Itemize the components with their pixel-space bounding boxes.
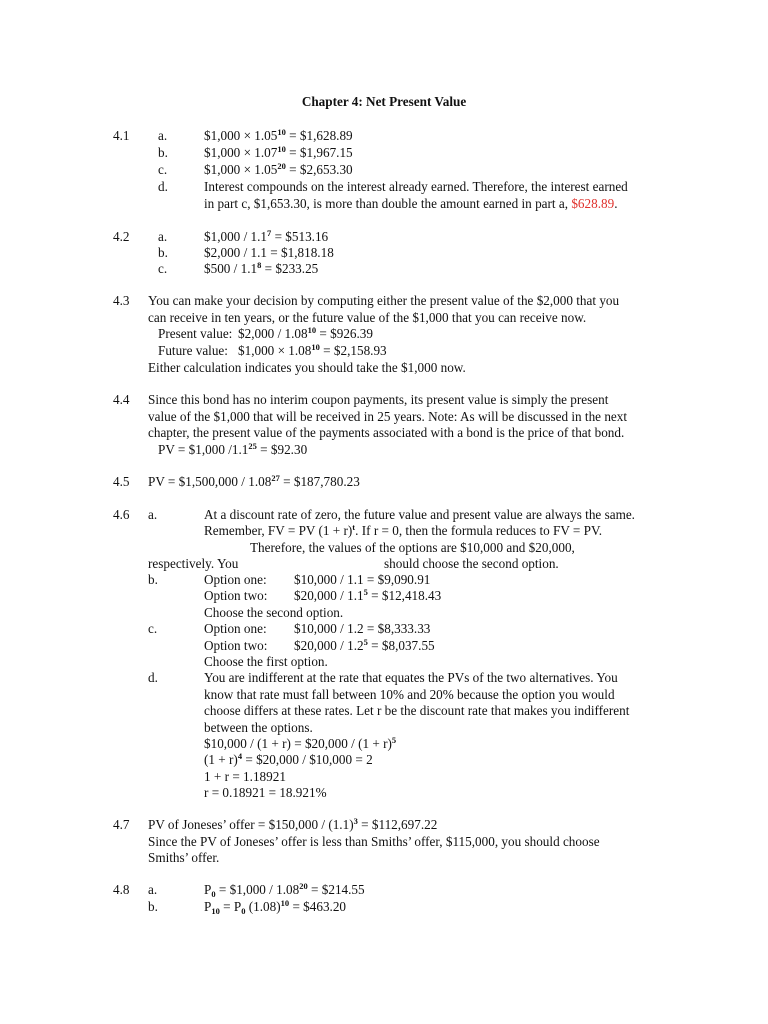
equation: $1,000 × $1.07^{10}$ = $1,967.15 — [204, 144, 353, 160]
text-line: Interest compounds on the interest already earned. Therefore, the interest earned — [204, 179, 628, 194]
page-title: Chapter 4: Net Present Value — [301, 94, 467, 109]
problem-number: 4.8 — [113, 882, 130, 897]
equation: PV = $1,000 $/1.1^{25}$ = $92.30 — [158, 441, 308, 457]
equation: PV = $1,500,000 / $1.08^{27}$ = $187,780.23 — [148, 473, 360, 489]
problem-number: 4.5 — [113, 474, 130, 489]
equation: $1,000 / $1.1^7$ = $513.16 — [204, 228, 329, 244]
text-line: in part c, $1,653.30, is more than double the amount earned in part a, $628.89. — [204, 196, 618, 211]
text-line: At a discount rate of zero, the future value and present value are always the same. — [204, 507, 635, 522]
problem-number: 4.6 — [113, 507, 130, 522]
text-line: should choose the second option. — [384, 556, 559, 571]
future-value-label: Future value: — [158, 343, 228, 358]
problem-number: 4.1 — [113, 128, 130, 143]
part-label: c. — [158, 261, 168, 276]
equation: $(1 + r)^4$ = $20,000 / $10,000 = 2 — [204, 751, 373, 767]
problem-number: 4.2 — [113, 229, 130, 244]
problem-number: 4.4 — [113, 392, 130, 407]
equation: $P_{10} = P_0$ $(1.08)^{10}$ = $463.20 — [204, 898, 347, 916]
equation: $10,000 / 1.1 = $9,090.91 — [294, 572, 431, 587]
part-label: d. — [158, 179, 168, 194]
equation: $20,000 / $1.1^5$ = $12,418.43 — [294, 587, 442, 603]
text-line: Since the PV of Joneses’ offer is less than Smiths’ offer, $115,000, you should choose — [148, 834, 600, 849]
text-line: Therefore, the values of the options are $10,000 and $20,000, — [250, 540, 575, 555]
part-label: a. — [148, 507, 158, 522]
text-line: between the options. — [204, 720, 313, 735]
equation: $10,000 / (1 + r) = $20,000 / $(1 + r)^5$ — [204, 735, 397, 751]
text-line: You are indifferent at the rate that equates the PVs of the two alternatives. You — [204, 670, 618, 685]
text-line: can receive in ten years, or the future value of the $1,000 that you can receive now. — [148, 310, 587, 325]
present-value-label: Present value: — [158, 326, 233, 341]
text-line: Choose the second option. — [204, 605, 344, 620]
part-label: d. — [148, 670, 158, 685]
text-line: choose differs at these rates. Let r be the discount rate that makes you indifferent — [204, 703, 630, 718]
equation: $20,000 / $1.2^5$ = $8,037.55 — [294, 637, 435, 653]
part-label: b. — [158, 245, 168, 260]
equation: $10,000 / 1.2 = $8,333.33 — [294, 621, 431, 636]
text-line: Either calculation indicates you should take the $1,000 now. — [148, 360, 466, 375]
equation: $2,000 / $1.08^{10}$ = $926.39 — [238, 325, 373, 341]
text-line: Smiths’ offer. — [148, 850, 220, 865]
text-line: You can make your decision by computing either the present value of the $2,000 that you — [148, 293, 620, 308]
problem-number: 4.7 — [113, 817, 130, 832]
equation: $1,000 × $1.05^{10}$ = $1,628.89 — [204, 127, 353, 143]
text-line: Choose the first option. — [204, 654, 328, 669]
option-label: Option one: — [204, 572, 267, 587]
part-label: a. — [158, 229, 168, 244]
part-label: a. — [148, 882, 158, 897]
equation: 1 + r = 1.18921 — [204, 769, 286, 784]
problem-number: 4.3 — [113, 293, 130, 308]
option-label: Option one: — [204, 621, 267, 636]
part-label: c. — [158, 162, 168, 177]
equation: $500 / $1.1^8$ = $233.25 — [204, 260, 319, 276]
part-label: c. — [148, 621, 158, 636]
equation: $1,000 × $1.08^{10}$ = $2,158.93 — [238, 342, 387, 358]
text-line: value of the $1,000 that will be received in 25 years. Note: As will be discussed in the next — [148, 409, 628, 424]
text-line: respectively. You — [148, 556, 239, 571]
part-label: b. — [148, 572, 158, 587]
part-label: a. — [158, 128, 168, 143]
text-line: Since this bond has no interim coupon payments, its present value is simply the present — [148, 392, 609, 407]
equation: $1,000 × $1.05^{20}$ = $2,653.30 — [204, 161, 353, 177]
equation: $P_0$ = $1,000 / $1.08^{20}$ = $214.55 — [204, 881, 365, 899]
text-line: Remember, FV = PV $(1 + r)^t$. If r = 0, then the formula reduces to FV = PV. — [204, 522, 603, 538]
text-line: chapter, the present value of the payments associated with a bond is the price of that bond. — [148, 425, 625, 440]
highlighted-amount: $628.89 — [571, 196, 615, 211]
part-label: b. — [148, 899, 158, 914]
equation: PV of Joneses’ offer = $150,000 / $(1.1)^3$ = $112,697.22 — [148, 816, 438, 832]
option-label: Option two: — [204, 638, 268, 653]
option-label: Option two: — [204, 588, 268, 603]
equation: r = 0.18921 = 18.921% — [204, 785, 327, 800]
part-label: b. — [158, 145, 168, 160]
text-line: know that rate must fall between 10% and 20% because the option you would — [204, 687, 615, 702]
equation: $2,000 / 1.1 = $1,818.18 — [204, 245, 334, 260]
